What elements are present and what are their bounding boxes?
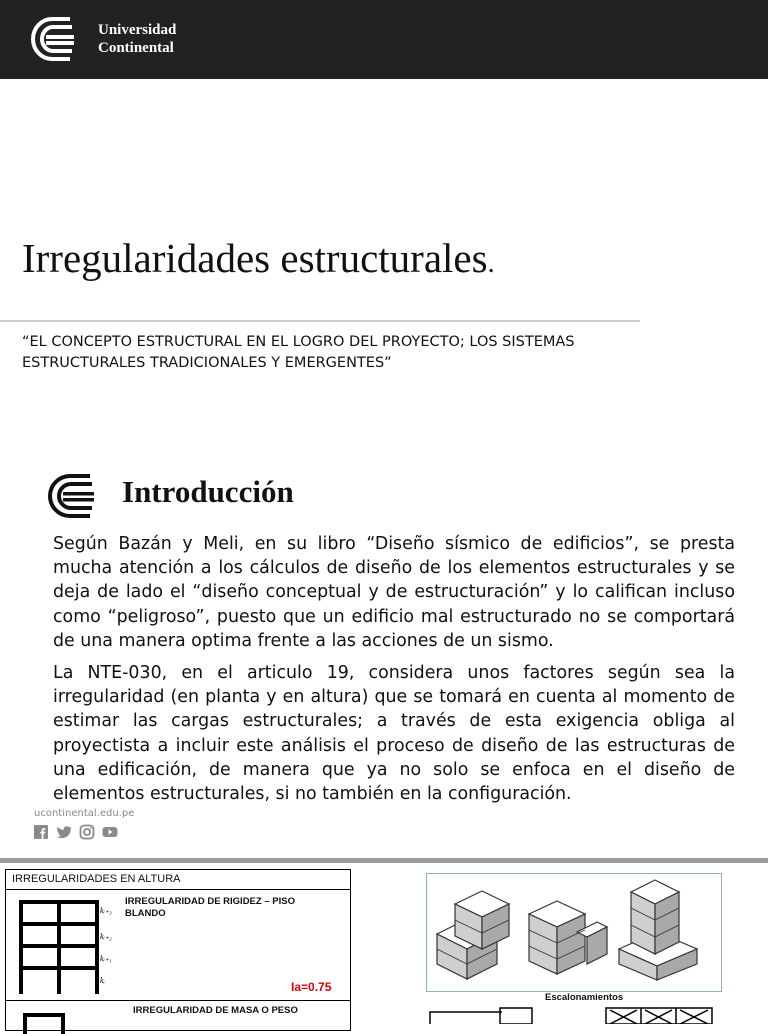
instagram-icon[interactable]	[79, 824, 95, 840]
title-divider	[0, 320, 640, 322]
youtube-icon[interactable]	[102, 824, 118, 840]
table-header: IRREGULARIDADES EN ALTURA	[6, 870, 350, 890]
intro-body	[53, 532, 735, 814]
row-factor: Ia=0.75	[291, 980, 332, 994]
section-logo-icon	[46, 472, 106, 520]
intro-heading: Introducción	[122, 474, 294, 509]
stiffness-label-i1: kᵢ₊₁	[100, 954, 112, 963]
subtitle: “EL CONCEPTO ESTRUCTURAL EN EL LOGRO DEL PROYECTO; LOS SISTEMAS ESTRUCTURALES TRADICIONALES Y EMERGENTES”	[22, 334, 575, 371]
intro-paragraph-1: Según Bazán y Meli, en su libro “Diseño sísmico de edificios”, se presta mucha atención a los cálculos de diseño de los elementos estructurales y se deja de lado el “diseño conceptual y de estructuración” y lo califican incluso como “peligroso”, puesto que un edificio mal estructurado no se comportará de una manera optima frente a las acciones de un sismo.	[53, 534, 735, 651]
page-title-text: Irregularidades estructurales	[22, 235, 488, 281]
university-logo-icon	[30, 16, 88, 62]
twitter-icon[interactable]	[56, 824, 72, 840]
mass-irregularity-frame-diagram	[11, 1004, 131, 1034]
footer-url: ucontinental.edu.pe	[34, 808, 135, 819]
social-links	[33, 824, 118, 840]
row-title-2: IRREGULARIDAD DE MASA O PESO	[133, 1005, 298, 1016]
plan-outlines-diagram	[426, 1006, 726, 1024]
stiffness-label-i2: kᵢ₊₂	[100, 932, 112, 941]
soft-story-frame-diagram	[11, 896, 131, 996]
figure-caption: Escalonamientos	[545, 992, 624, 1003]
irregularities-table	[5, 869, 351, 1031]
stiffness-label-i3: kᵢ₊₃	[100, 906, 112, 915]
brand-line-1: Universidad	[98, 22, 177, 38]
page-title-period: .	[487, 248, 495, 279]
setback-buildings-figure	[426, 873, 722, 992]
header-bar	[0, 0, 768, 79]
intro-paragraph-2: La NTE-030, en el articulo 19, considera unos factores según sea la irregularidad (en planta y en altura) que se tomará en cuenta al momento de estimar las cargas estructurales; a través de esta exigencia obliga al proyectista a incluir este análisis el proceso de diseño de las estructuras de una edificación, de manera que ya no solo se enfoca en el diseño de elementos estructurales, si no también en la configuración.	[53, 663, 735, 805]
brand-name	[98, 21, 176, 57]
page-title	[22, 234, 495, 282]
facebook-icon[interactable]	[33, 824, 49, 840]
section-divider	[0, 858, 768, 863]
stiffness-label-i: kᵢ	[100, 976, 105, 985]
brand-line-2: Continental	[98, 40, 174, 56]
row-title: IRREGULARIDAD DE RIGIDEZ – PISO BLANDO	[125, 896, 295, 919]
